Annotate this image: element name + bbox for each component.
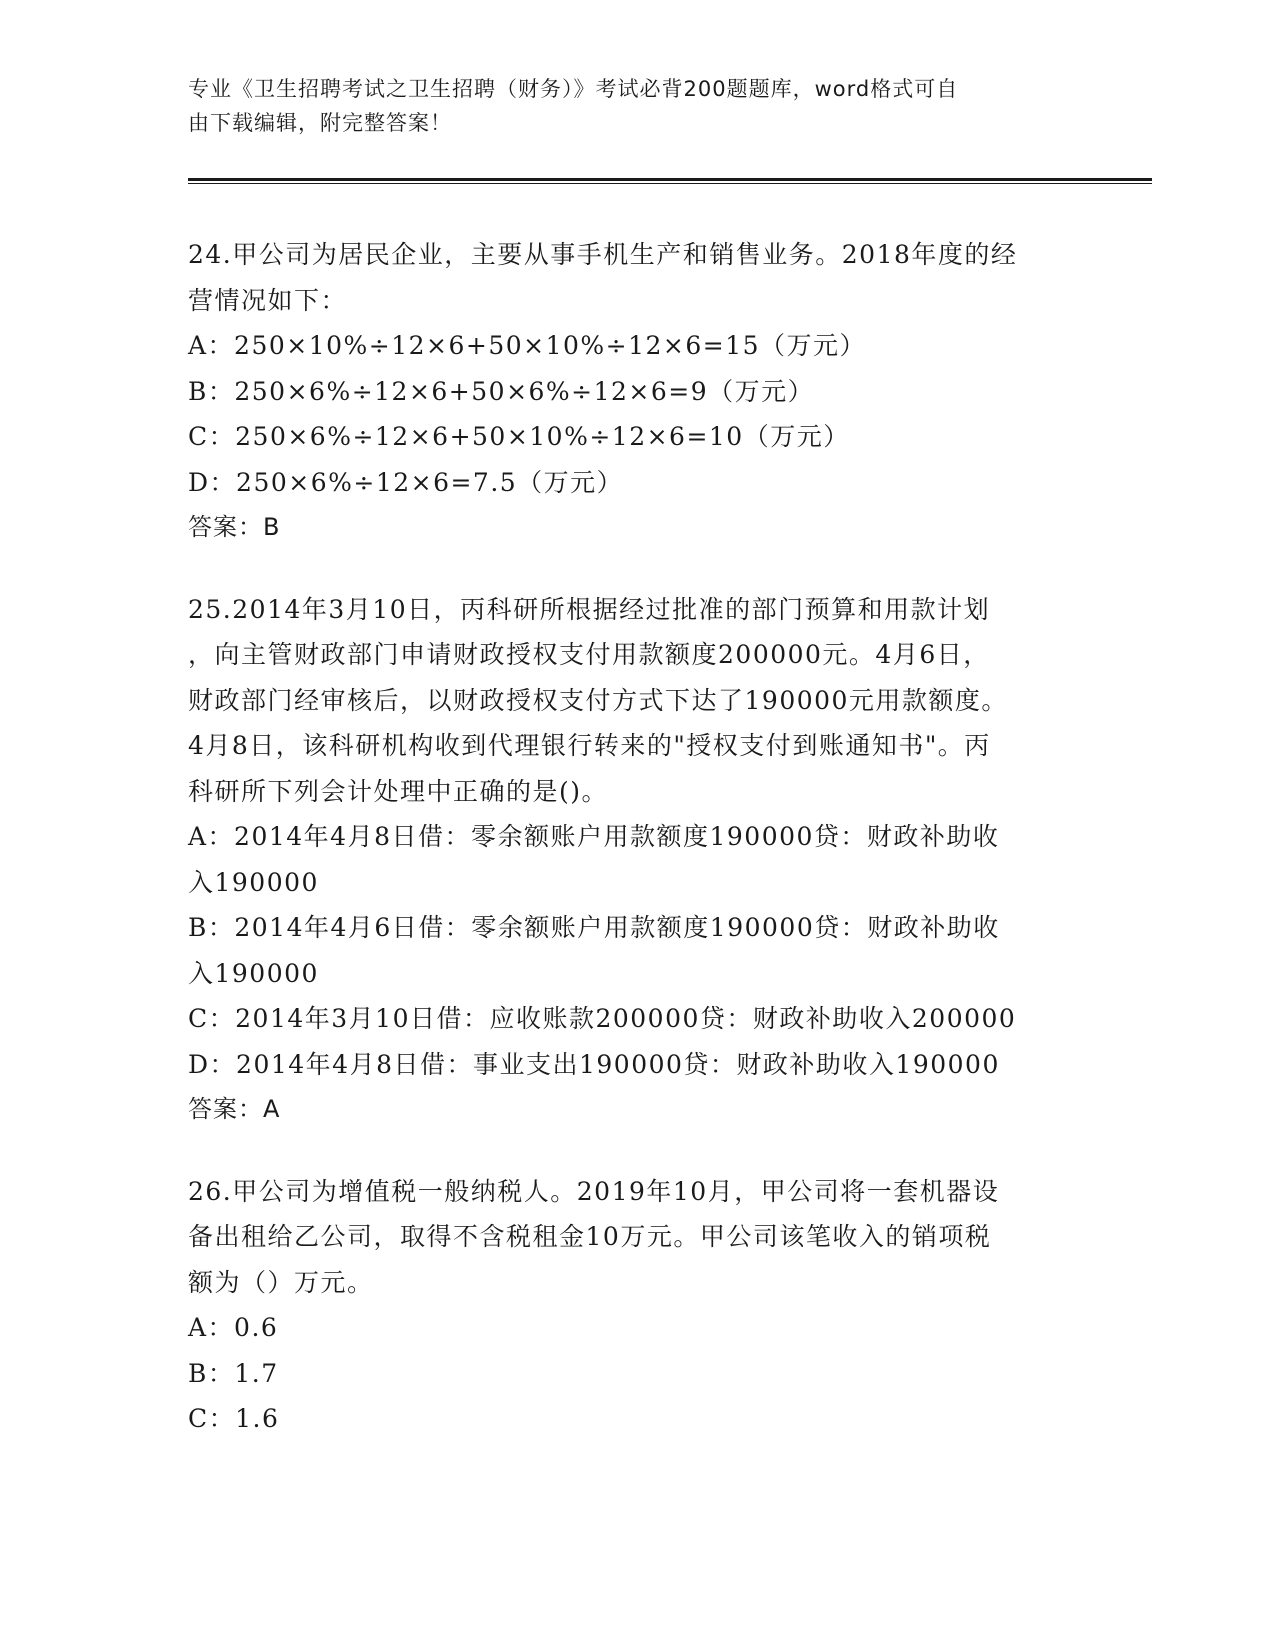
option-b: B：2014年4月6日借：零余额账户用款额度190000贷：财政补助收 <box>188 913 1000 942</box>
option-c: C：2014年3月10日借：应收账款200000贷：财政补助收入200000 <box>188 1004 1017 1033</box>
option-a: A：0.6 <box>188 1313 279 1342</box>
option-b: B：1.7 <box>188 1358 279 1388</box>
question-stem: 26.甲公司为增值税一般纳税人。2019年10月，甲公司将一套机器设 <box>188 1176 1000 1206</box>
question-stem: 额为（）万元。 <box>188 1267 374 1297</box>
header-divider-thin <box>188 183 1152 184</box>
question-stem: 财政部门经审核后，以财政授权支付方式下达了190000元用款额度。 <box>188 685 1008 715</box>
question-stem: 4月8日，该科研机构收到代理银行转来的"授权支付到账通知书"。丙 <box>188 731 991 760</box>
answer-label: 答案：A <box>188 1095 281 1123</box>
question-25 <box>188 587 1088 1133</box>
option-a-continued: 入190000 <box>188 867 319 897</box>
question-stem: 25.2014年3月10日，丙科研所根据经过批准的部门预算和用款计划 <box>188 594 991 624</box>
question-stem: 营情况如下： <box>188 285 348 315</box>
header-line: 由下载编辑，附完整答案！ <box>188 111 452 135</box>
option-c: C：250×6%÷12×6+50×10%÷12×6=10（万元） <box>188 422 850 451</box>
question-24 <box>188 232 1088 551</box>
question-list <box>188 232 1088 1478</box>
document-header <box>188 72 1068 140</box>
option-d: D：2014年4月8日借：事业支出190000贷：财政补助收入190000 <box>188 1049 1000 1079</box>
header-divider <box>188 178 1152 181</box>
option-d: D：250×6%÷12×6=7.5（万元） <box>188 467 624 497</box>
option-a: A：250×10%÷12×6+50×10%÷12×6=15（万元） <box>188 331 867 360</box>
answer-label: 答案：B <box>188 513 281 541</box>
question-stem: 备出租给乙公司，取得不含税租金10万元。甲公司该笔收入的销项税 <box>188 1222 992 1251</box>
option-a: A：2014年4月8日借：零余额账户用款额度190000贷：财政补助收 <box>188 822 1000 851</box>
header-line: 专业《卫生招聘考试之卫生招聘（财务）》考试必背200题题库，word格式可自 <box>188 77 959 101</box>
option-c: C：1.6 <box>188 1404 280 1433</box>
question-stem: ，向主管财政部门申请财政授权支付用款额度200000元。4月6日， <box>188 640 990 669</box>
question-26 <box>188 1169 1088 1442</box>
question-stem: 科研所下列会计处理中正确的是()。 <box>188 776 609 806</box>
question-stem: 24.甲公司为居民企业，主要从事手机生产和销售业务。2018年度的经 <box>188 240 1018 269</box>
option-b: B：250×6%÷12×6+50×6%÷12×6=9（万元） <box>188 376 815 406</box>
option-b-continued: 入190000 <box>188 958 319 988</box>
